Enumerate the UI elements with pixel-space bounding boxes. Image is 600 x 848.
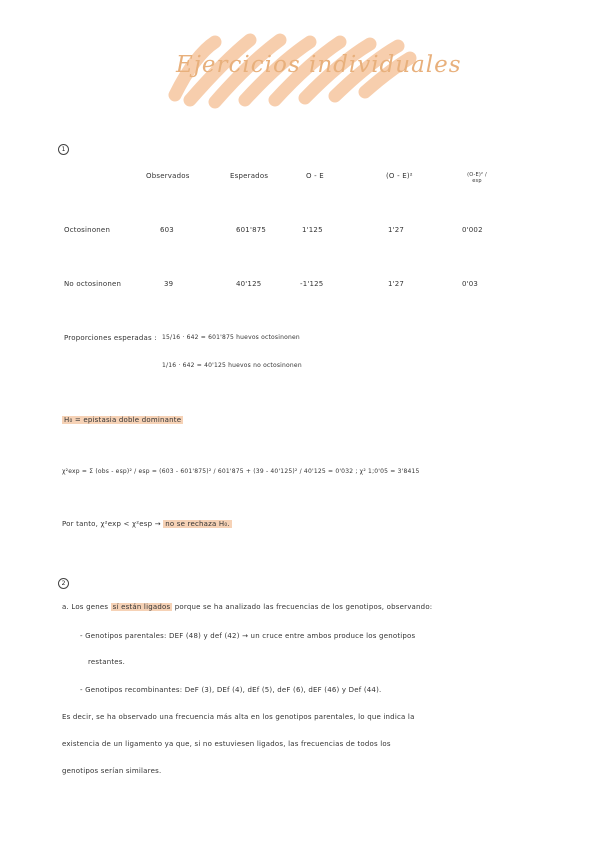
row-1-chi-term: 0'002 (462, 226, 483, 234)
proportions-line-2: 1/16 · 642 = 40'125 huevos no octosinonen (162, 362, 302, 369)
col-header-observados: Observados (146, 172, 190, 180)
chi-square-formula: χ²exp = Σ (obs - esp)² / esp = (603 - 601'875)² / 601'875 + (39 - 40'125)² / 40'125 = 0'032 ; χ² 1;0'05 = 3'8415 (62, 468, 420, 475)
conclusion-prefix: Por tanto, χ²exp < χ²esp → (62, 520, 161, 528)
ex2-bullet-parentales: - Genotipos parentales: DEF (48) y def (42) → un cruce entre ambos produce los genotipos (80, 632, 416, 640)
ex2-line-a-pre: a. Los genes (62, 603, 109, 611)
ex2-line-a-highlight: sí están ligados (112, 603, 171, 611)
row-2-chi-term: 0'03 (462, 280, 479, 288)
exercise-1-number: 1 (58, 144, 69, 155)
conclusion-text (62, 520, 232, 528)
null-hypothesis: H₀ = epistasia doble dominante (64, 416, 182, 424)
col-header-o-e-squared: (O - E)² (386, 172, 413, 180)
row-2-o-e: -1'125 (300, 280, 324, 288)
ex2-paragraph-line-1: Es decir, se ha observado una frecuencia más alta en los genotipos parentales, lo que indica la (62, 713, 415, 721)
ex2-line-a-post: porque se ha analizado las frecuencias de los genotipos, observando: (174, 603, 433, 611)
row-2-o-e-squared: 1'27 (388, 280, 405, 288)
ex2-bullet-parentales-cont: restantes. (88, 658, 126, 666)
col-header-chi-term: (O-E)² / esp (467, 172, 487, 184)
col-header-esperados: Esperados (230, 172, 269, 180)
page-title: Ejercicios individuales (176, 52, 462, 78)
exercise-2-number: 2 (58, 578, 69, 589)
row-2-label: No octosinonen (64, 280, 122, 288)
proportions-line-1: 15/16 · 642 = 601'875 huevos octosinonen (162, 334, 300, 341)
conclusion-highlight: no se rechaza H₀. (165, 520, 230, 528)
ex2-bullet-recombinantes: - Genotipos recombinantes: DeF (3), DEf (4), dEf (5), deF (6), dEF (46) y Def (44). (80, 686, 382, 694)
row-1-esperados: 601'875 (236, 226, 267, 234)
ex2-paragraph-line-3: genotipos serían similares. (62, 767, 162, 775)
ex2-paragraph-line-2: existencia de un ligamento ya que, si no estuviesen ligados, las frecuencias de todos los (62, 740, 391, 748)
col-header-o-e: O - E (306, 172, 324, 180)
row-1-label: Octosinonen (64, 226, 111, 234)
proportions-label: Proporciones esperadas : (64, 334, 157, 342)
row-2-esperados: 40'125 (236, 280, 262, 288)
row-1-o-e-squared: 1'27 (388, 226, 405, 234)
ex2-line-a (62, 603, 432, 611)
row-2-observados: 39 (164, 280, 174, 288)
row-1-observados: 603 (160, 226, 174, 234)
row-1-o-e: 1'125 (302, 226, 323, 234)
